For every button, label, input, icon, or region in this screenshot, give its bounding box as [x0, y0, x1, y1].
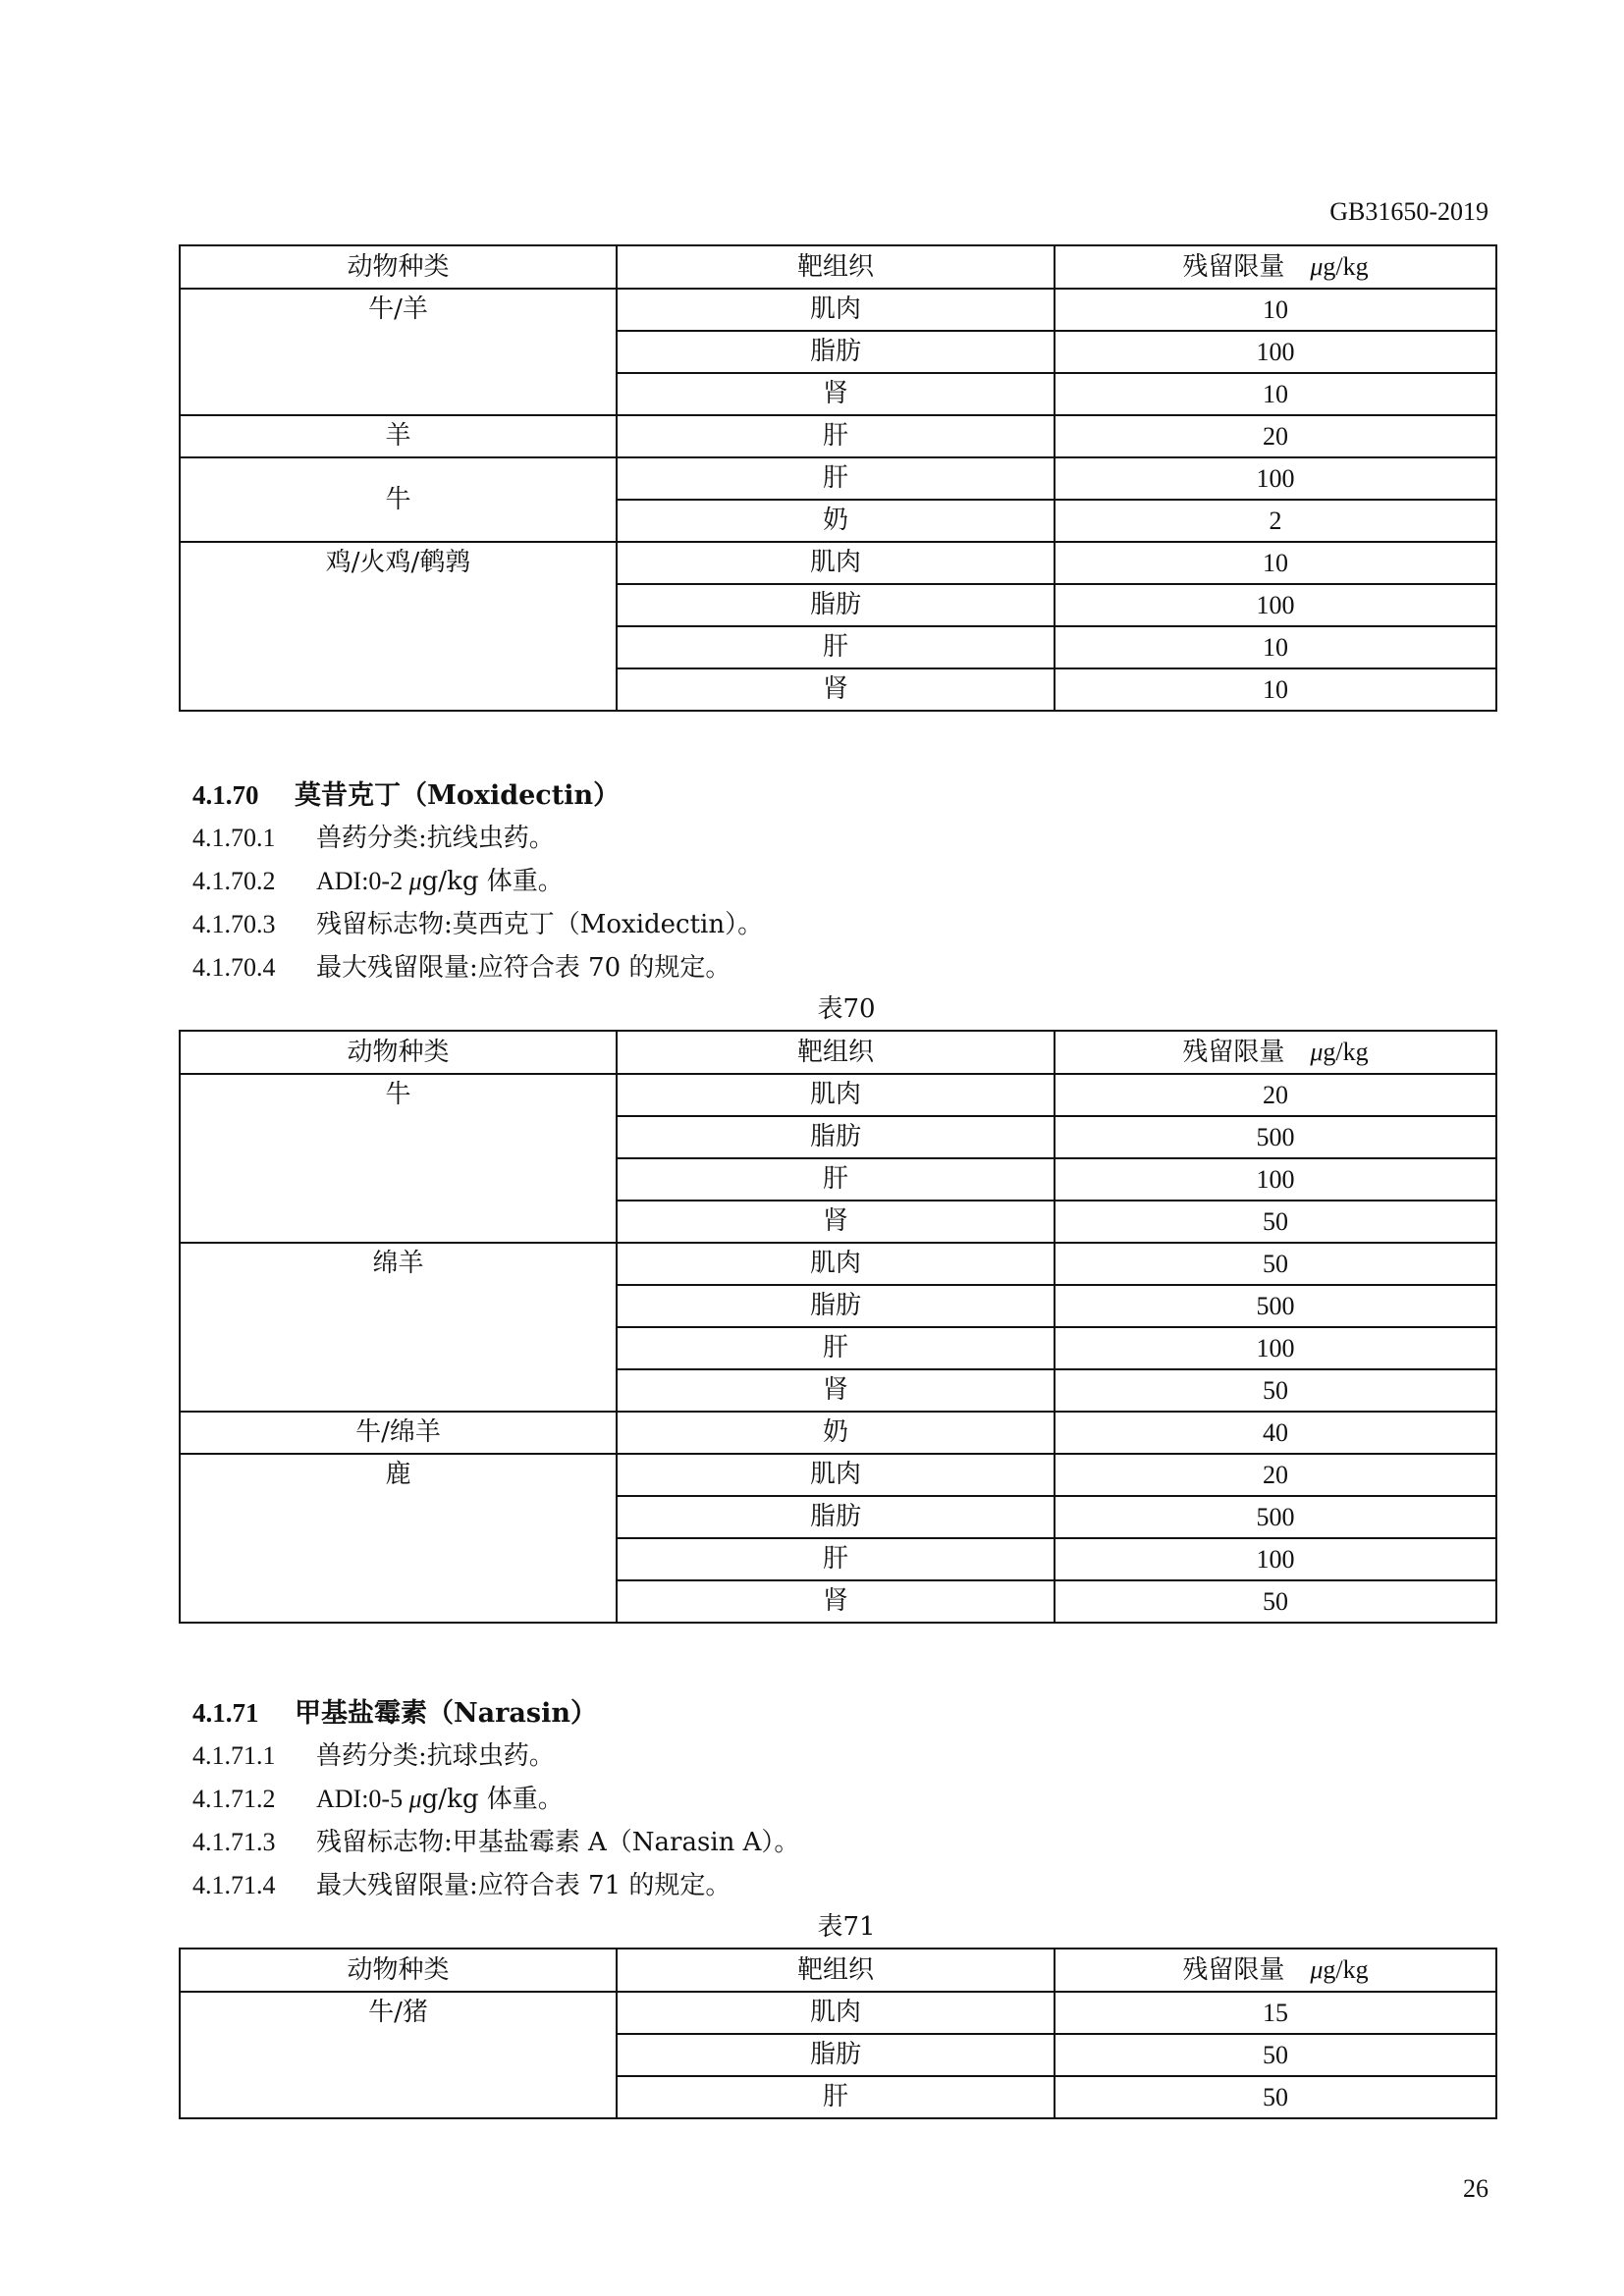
table-row — [180, 1243, 1496, 1285]
header-tissue: 靶组织 — [617, 1031, 1055, 1074]
clause-text: 最大残留限量:应符合表 70 的规定。 — [316, 953, 731, 983]
header-species: 动物种类 — [180, 1949, 617, 1992]
value-cell: 10 — [1055, 626, 1496, 668]
table-header — [180, 1031, 1496, 1074]
header-unit-mu: μ — [1310, 1955, 1324, 1984]
species-cell: 牛 — [180, 1074, 617, 1243]
clause-text: 残留标志物:甲基盐霉素 A（Narasin A）。 — [316, 1828, 800, 1857]
value-cell: 50 — [1055, 1201, 1496, 1243]
table-row — [180, 289, 1496, 331]
value-cell: 100 — [1055, 457, 1496, 500]
table-row — [180, 1412, 1496, 1454]
header-mrl-label: 残留限量 — [1182, 1038, 1285, 1067]
clause — [192, 905, 763, 944]
header-mrl — [1055, 1949, 1496, 1992]
standard-code: GB31650-2019 — [1329, 197, 1489, 226]
section-number: 4.1.71 — [192, 1698, 259, 1728]
mrl-table-continued — [179, 244, 1497, 712]
tissue-cell: 脂肪 — [617, 1116, 1055, 1158]
tissue-cell: 肝 — [617, 415, 1055, 457]
header-mrl — [1055, 245, 1496, 289]
clause — [192, 1823, 799, 1862]
value-cell: 10 — [1055, 289, 1496, 331]
clause-number: 4.1.71.2 — [192, 1785, 276, 1813]
clause — [192, 862, 564, 901]
clause-number: 4.1.71.4 — [192, 1871, 276, 1899]
clause — [192, 1736, 555, 1776]
clause-text: 残留标志物:莫西克丁（Moxidectin）。 — [316, 910, 764, 939]
mrl-table-71 — [179, 1948, 1497, 2119]
value-cell: 50 — [1055, 2076, 1496, 2118]
species-cell: 牛/羊 — [180, 289, 617, 415]
header-tissue: 靶组织 — [617, 245, 1055, 289]
clause — [192, 1866, 731, 1905]
tissue-cell: 肾 — [617, 1369, 1055, 1412]
value-cell: 50 — [1055, 2034, 1496, 2076]
header-species: 动物种类 — [180, 245, 617, 289]
species-cell: 羊 — [180, 415, 617, 457]
species-cell: 牛/猪 — [180, 1992, 617, 2118]
tissue-cell: 奶 — [617, 500, 1055, 542]
value-cell: 50 — [1055, 1369, 1496, 1412]
header-mrl — [1055, 1031, 1496, 1074]
header-tissue: 靶组织 — [617, 1949, 1055, 1992]
value-cell: 100 — [1055, 331, 1496, 373]
value-cell: 10 — [1055, 542, 1496, 584]
table-row — [180, 457, 1496, 500]
tissue-cell: 肝 — [617, 457, 1055, 500]
header-unit-suffix: g/kg — [1323, 252, 1369, 281]
clause-number: 4.1.71.3 — [192, 1828, 276, 1856]
clause-number: 4.1.70.2 — [192, 867, 276, 895]
clause-mu: μ — [408, 1785, 422, 1813]
tissue-cell: 肌肉 — [617, 1454, 1055, 1496]
species-cell: 牛 — [180, 457, 617, 542]
table-header — [180, 1949, 1496, 1992]
tissue-cell: 肌肉 — [617, 1243, 1055, 1285]
tissue-cell: 肾 — [617, 668, 1055, 711]
clause-number: 4.1.70.1 — [192, 824, 276, 852]
tissue-cell: 肝 — [617, 1538, 1055, 1580]
value-cell: 50 — [1055, 1580, 1496, 1623]
tissue-cell: 肌肉 — [617, 289, 1055, 331]
section-heading-70 — [192, 775, 620, 816]
table-row — [180, 1074, 1496, 1116]
value-cell: 40 — [1055, 1412, 1496, 1454]
tissue-cell: 脂肪 — [617, 1496, 1055, 1538]
table-row — [180, 1992, 1496, 2034]
section-number: 4.1.70 — [192, 780, 259, 810]
table-header — [180, 245, 1496, 289]
tissue-cell: 肌肉 — [617, 1992, 1055, 2034]
clause — [192, 948, 731, 988]
tissue-cell: 奶 — [617, 1412, 1055, 1454]
species-cell: 鹿 — [180, 1454, 617, 1623]
clause-number: 4.1.70.4 — [192, 953, 276, 982]
tissue-cell: 肾 — [617, 373, 1055, 415]
value-cell: 500 — [1055, 1116, 1496, 1158]
table-caption-71: 表71 — [817, 1912, 876, 1942]
tissue-cell: 脂肪 — [617, 2034, 1055, 2076]
species-cell: 牛/绵羊 — [180, 1412, 617, 1454]
value-cell: 20 — [1055, 415, 1496, 457]
clause-text: g/kg 体重。 — [421, 867, 564, 896]
section-title: 莫昔克丁（Moxidectin） — [295, 780, 621, 811]
tissue-cell: 肌肉 — [617, 542, 1055, 584]
header-unit-mu: μ — [1310, 1038, 1324, 1066]
page-number: 26 — [1463, 2174, 1489, 2203]
value-cell: 500 — [1055, 1496, 1496, 1538]
value-cell: 100 — [1055, 1327, 1496, 1369]
tissue-cell: 脂肪 — [617, 1285, 1055, 1327]
clause-text: 兽药分类:抗球虫药。 — [316, 1741, 555, 1771]
value-cell: 2 — [1055, 500, 1496, 542]
clause-text: g/kg 体重。 — [421, 1785, 564, 1814]
clause-text: ADI:0-5 — [316, 1785, 409, 1813]
tissue-cell: 肝 — [617, 626, 1055, 668]
value-cell: 10 — [1055, 373, 1496, 415]
clause — [192, 1780, 564, 1819]
value-cell: 10 — [1055, 668, 1496, 711]
tissue-cell: 肌肉 — [617, 1074, 1055, 1116]
clause-text: ADI:0-2 — [316, 867, 409, 895]
tissue-cell: 脂肪 — [617, 584, 1055, 626]
tissue-cell: 肝 — [617, 2076, 1055, 2118]
section-title: 甲基盐霉素（Narasin） — [295, 1698, 597, 1729]
value-cell: 20 — [1055, 1454, 1496, 1496]
table-row — [180, 415, 1496, 457]
table-caption-70: 表70 — [817, 994, 876, 1024]
species-cell: 绵羊 — [180, 1243, 617, 1412]
tissue-cell: 肝 — [617, 1158, 1055, 1201]
header-unit-suffix: g/kg — [1323, 1038, 1369, 1066]
tissue-cell: 脂肪 — [617, 331, 1055, 373]
header-species: 动物种类 — [180, 1031, 617, 1074]
clause-text: 最大残留限量:应符合表 71 的规定。 — [316, 1871, 731, 1900]
header-unit-suffix: g/kg — [1323, 1955, 1369, 1984]
clause-mu: μ — [408, 867, 422, 895]
tissue-cell: 肾 — [617, 1201, 1055, 1243]
clause — [192, 819, 555, 858]
value-cell: 100 — [1055, 1158, 1496, 1201]
header-mrl-label: 残留限量 — [1182, 252, 1285, 282]
header-mrl-label: 残留限量 — [1182, 1955, 1285, 1985]
value-cell: 15 — [1055, 1992, 1496, 2034]
value-cell: 100 — [1055, 1538, 1496, 1580]
species-cell: 鸡/火鸡/鹌鹑 — [180, 542, 617, 711]
clause-number: 4.1.70.3 — [192, 910, 276, 938]
clause-number: 4.1.71.1 — [192, 1741, 276, 1770]
table-row — [180, 1454, 1496, 1496]
value-cell: 100 — [1055, 584, 1496, 626]
table-row — [180, 542, 1496, 584]
mrl-table-70 — [179, 1030, 1497, 1624]
tissue-cell: 肝 — [617, 1327, 1055, 1369]
section-heading-71 — [192, 1693, 597, 1734]
value-cell: 20 — [1055, 1074, 1496, 1116]
header-unit-mu: μ — [1310, 252, 1324, 281]
value-cell: 50 — [1055, 1243, 1496, 1285]
clause-text: 兽药分类:抗线虫药。 — [316, 824, 555, 853]
value-cell: 500 — [1055, 1285, 1496, 1327]
tissue-cell: 肾 — [617, 1580, 1055, 1623]
